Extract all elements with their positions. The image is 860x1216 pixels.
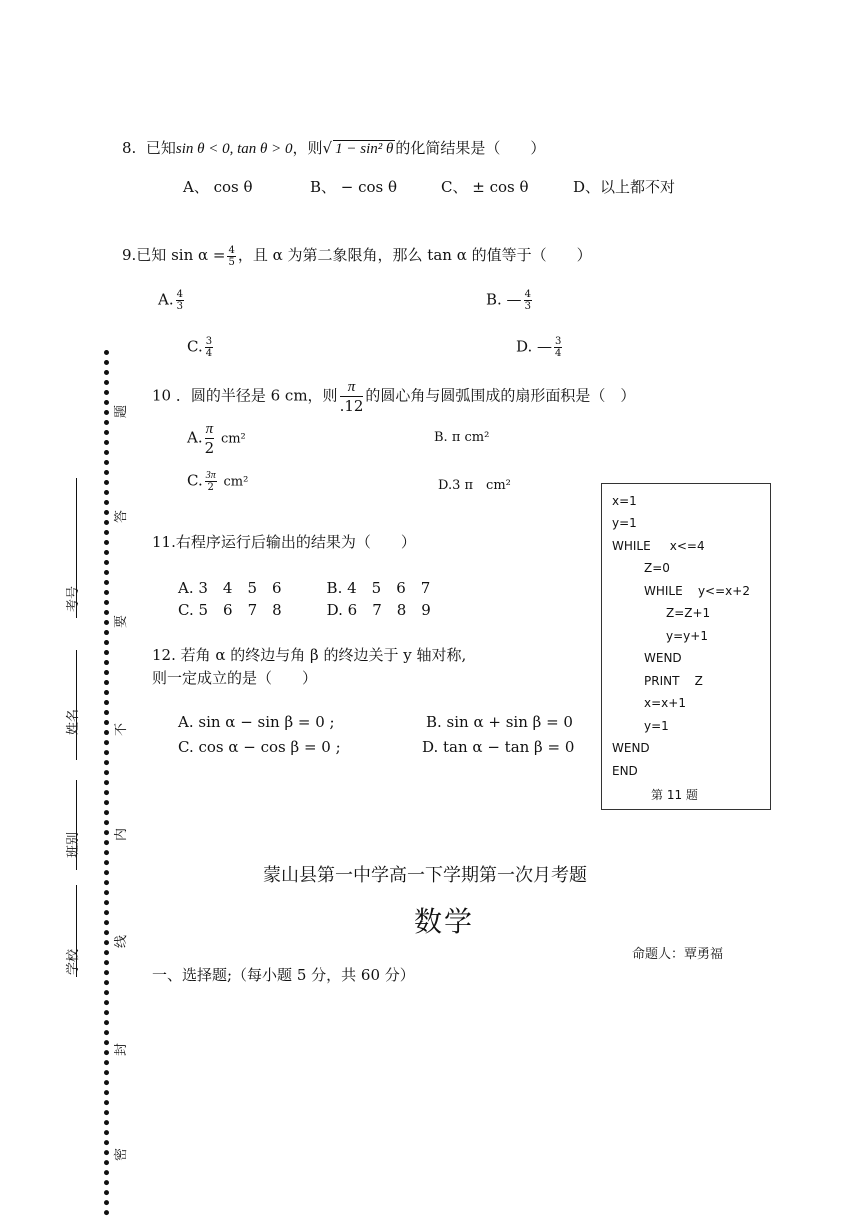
- program-line: PRINT Z: [644, 674, 703, 688]
- field-class: 班别: [66, 831, 81, 858]
- q10-opt-c-num: 3π: [205, 470, 216, 481]
- q8-radicand: 1 − sin² θ: [335, 141, 394, 157]
- q10-prefix: 10 ．圆的半径是 6 cm，则: [152, 386, 338, 405]
- q9-opt-b-frac: [524, 289, 532, 312]
- q10-opt-c-frac: [205, 470, 217, 493]
- q10-option-a: [187, 420, 246, 457]
- program-line: y=1: [644, 719, 669, 733]
- q8-prefix: 已知: [145, 139, 176, 157]
- q12-option-c: C. cos α − cos β = 0 ;: [178, 738, 341, 756]
- q10-opt-a-label: A.: [187, 428, 203, 447]
- seal-char: 密: [114, 1147, 130, 1162]
- q9-opt-b-label: B. —: [486, 290, 522, 309]
- q11-options-row-2: C. 5 6 7 8 D. 6 7 8 9: [178, 601, 431, 619]
- q9-opt-a-label: A.: [158, 290, 174, 309]
- q10-opt-a-unit: cm²: [220, 431, 246, 447]
- program-line: y=1: [612, 516, 637, 530]
- program-line: WEND: [644, 651, 682, 665]
- q9-opt-c-frac: [205, 336, 213, 359]
- q8-option-a: A、 cos θ: [183, 178, 253, 196]
- question-12-line-2: 则一定成立的是（ ）: [152, 669, 318, 687]
- program-line: END: [612, 764, 638, 778]
- seal-char: 封: [114, 1042, 130, 1057]
- q9-opt-d-frac: [554, 336, 562, 359]
- q9-option-c: [187, 336, 215, 359]
- q9-option-b: [486, 289, 534, 312]
- field-underline: [76, 650, 77, 760]
- program-box: [601, 483, 771, 810]
- q8-option-d: D、以上都不对: [573, 178, 676, 196]
- q9-frac-num: 4: [228, 244, 235, 256]
- binding-dotted-line: [104, 350, 109, 1216]
- field-school: 学校: [66, 948, 81, 975]
- q9-prefix: 9.已知 sin α =: [122, 246, 226, 264]
- q8-suffix: 的化简结果是（ ）: [395, 139, 546, 157]
- seal-char: 内: [114, 827, 130, 842]
- author-line: 命题人：覃勇福: [632, 947, 724, 962]
- q9-opt-b-num: 4: [524, 289, 531, 300]
- field-name: 姓名: [66, 708, 81, 735]
- q9-opt-d-num: 3: [555, 336, 562, 347]
- q9-opt-d-den: 4: [555, 348, 562, 359]
- q10-opt-c-unit: cm²: [223, 474, 249, 490]
- exam-title: 蒙山县第一中学高一下学期第一次月考题: [263, 865, 587, 886]
- subject-title: 数学: [414, 905, 475, 938]
- q8-number: 8.: [122, 139, 137, 157]
- q8-mid: ，则: [292, 139, 323, 157]
- q10-option-d: D.3 π cm²: [438, 478, 511, 493]
- q12-option-b: B. sin α + sin β = 0: [426, 713, 573, 731]
- question-11: 11.右程序运行后输出的结果为（ ）: [152, 533, 416, 551]
- question-10: [152, 378, 635, 415]
- q9-frac-den: 5: [228, 256, 235, 268]
- q9-opt-c-den: 4: [205, 348, 213, 359]
- q12-option-d: D. tan α − tan β = 0: [422, 738, 575, 756]
- program-line: Z=0: [644, 561, 670, 575]
- q10-frac-num: π: [340, 378, 364, 397]
- q10-opt-a-frac: [205, 420, 215, 457]
- q9-opt-b-den: 3: [524, 301, 531, 312]
- seal-char: 要: [114, 614, 130, 629]
- seal-char: 线: [114, 934, 130, 949]
- question-9: [122, 244, 592, 268]
- q10-opt-c-den: 2: [207, 482, 214, 493]
- q10-opt-c-label: C.: [187, 471, 203, 490]
- field-exam-number: 考号: [66, 585, 81, 612]
- q12-option-a: A. sin α − sin β = 0 ;: [178, 713, 335, 731]
- q9-option-a: [158, 289, 186, 312]
- q9-opt-a-num: 4: [176, 289, 183, 300]
- question-8: [122, 137, 545, 158]
- program-line: x=x+1: [644, 696, 686, 710]
- q9-opt-a-frac: [176, 289, 184, 312]
- q9-opt-c-label: C.: [187, 337, 203, 356]
- q8-option-b: B、 − cos θ: [310, 178, 398, 196]
- q10-option-b: B. π cm²: [434, 430, 490, 445]
- q9-opt-d-label: D. —: [516, 337, 553, 356]
- q10-fraction: [340, 378, 364, 415]
- program-line: y=y+1: [666, 629, 708, 643]
- q10-opt-a-num: π: [205, 421, 214, 437]
- seal-char: 不: [114, 722, 130, 737]
- seal-char: 答: [114, 509, 130, 524]
- program-caption: 第 11 题: [651, 788, 698, 802]
- program-line: x=1: [612, 494, 637, 508]
- q8-condition: sin θ < 0, tan θ > 0: [175, 141, 293, 157]
- program-line: WHILE x<=4: [612, 539, 705, 553]
- program-line: Z=Z+1: [666, 606, 711, 620]
- program-line: WEND: [612, 741, 650, 755]
- q10-option-c: [187, 470, 248, 493]
- q9-option-d: [516, 336, 564, 359]
- q10-opt-a-den: 2: [204, 439, 215, 457]
- seal-char: 题: [114, 404, 130, 419]
- q9-opt-c-num: 3: [205, 336, 213, 347]
- q8-option-c: C、 ± cos θ: [441, 178, 529, 196]
- q10-frac-den: .12: [339, 397, 364, 415]
- sqrt-sign: √: [322, 139, 333, 157]
- q9-suffix: ，且 α 为第二象限角，那么 tan α 的值等于（ ）: [237, 246, 592, 264]
- q9-fraction: [227, 245, 235, 268]
- q9-opt-a-den: 3: [176, 301, 183, 312]
- question-12-line-1: 12. 若角 α 的终边与角 β 的终边关于 y 轴对称,: [152, 646, 467, 664]
- program-line: WHILE y<=x+2: [644, 584, 750, 598]
- q11-options-row-1: A. 3 4 5 6 B. 4 5 6 7: [178, 579, 431, 597]
- section-heading: 一、选择题;（每小题 5 分，共 60 分）: [152, 966, 415, 984]
- q10-suffix: 的圆心角与圆弧围成的扇形面积是（ ）: [365, 386, 636, 405]
